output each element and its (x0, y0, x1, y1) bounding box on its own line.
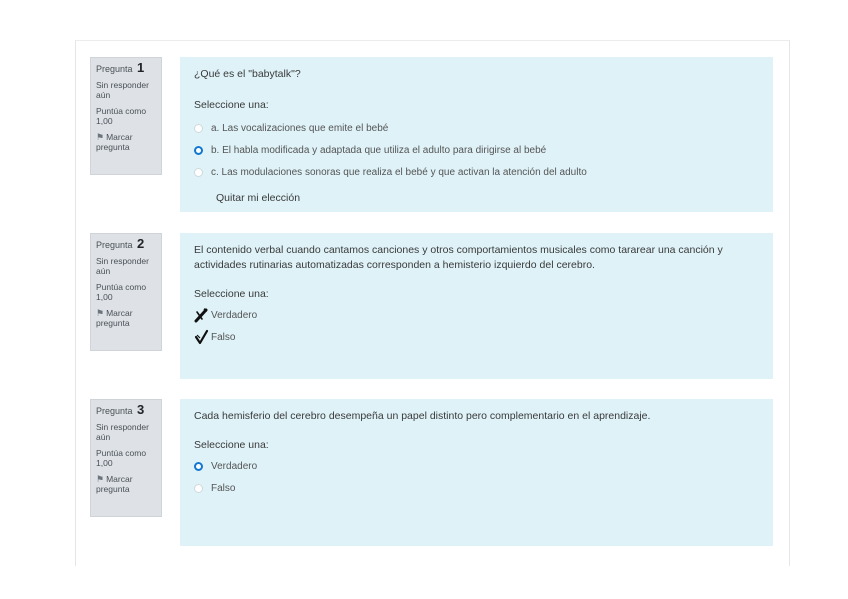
question-content-1 (180, 57, 773, 212)
pen-cross-icon (194, 307, 209, 323)
answer-option-a[interactable]: a. Las vocalizaciones que emite el bebé (194, 117, 759, 139)
question-grade: Puntúa como 1,00 (96, 448, 147, 468)
flag-question-link[interactable]: ⚑ Marcar pregunta (96, 308, 133, 328)
answer-prompt: Seleccione una: (194, 439, 269, 451)
answer-option-false[interactable]: Falso (194, 326, 759, 348)
flag-question-link[interactable]: ⚑ Marcar pregunta (96, 474, 133, 494)
question-text: El contenido verbal cuando cantamos canciones y otros comportamientos musicales como tararear una canción y actividades rutinarias automatizadas corresponden a hemisterio izquierdo del cerebro. (194, 244, 723, 271)
question-content-3 (180, 399, 773, 546)
answer-options (194, 304, 759, 348)
question-grade: Puntúa como 1,00 (96, 106, 147, 126)
radio-button-selected[interactable] (194, 462, 203, 471)
answer-option-true[interactable]: Verdadero (194, 304, 759, 326)
question-info-3 (90, 399, 162, 517)
answer-option-false[interactable]: Falso (194, 477, 759, 499)
answer-prompt: Seleccione una: (194, 288, 269, 300)
question-state: Sin responder aún (96, 256, 149, 276)
answer-options (194, 117, 759, 183)
answer-prompt: Seleccione una: (194, 99, 269, 111)
flag-icon: ⚑ (96, 132, 105, 142)
question-text: Cada hemisferio del cerebro desempeña un papel distinto pero complementario en el aprendizaje. (194, 410, 651, 422)
radio-button[interactable] (194, 124, 203, 133)
flag-icon: ⚑ (96, 474, 105, 484)
question-number: Pregunta 1 (96, 60, 145, 75)
radio-button[interactable] (194, 484, 203, 493)
question-info-1 (90, 57, 162, 175)
answer-option-c[interactable]: c. Las modulaciones sonoras que realiza el bebé y que activan la atención del adulto (194, 161, 759, 183)
question-number: Pregunta 2 (96, 236, 145, 251)
flag-icon: ⚑ (96, 308, 105, 318)
question-state: Sin responder aún (96, 80, 149, 100)
question-content-2 (180, 233, 773, 379)
flag-question-link[interactable]: ⚑ Marcar pregunta (96, 132, 133, 152)
clear-choice-link[interactable]: Quitar mi elección (216, 192, 301, 204)
question-grade: Puntúa como 1,00 (96, 282, 147, 302)
check-icon (194, 329, 209, 345)
answer-options (194, 455, 759, 499)
answer-option-true[interactable]: Verdadero (194, 455, 759, 477)
question-text: ¿Qué es el "babytalk"? (194, 68, 301, 80)
question-state: Sin responder aún (96, 422, 149, 442)
answer-option-b[interactable]: b. El habla modificada y adaptada que utiliza el adulto para dirigirse al bebé (194, 139, 759, 161)
question-number: Pregunta 3 (96, 402, 145, 417)
question-info-2 (90, 233, 162, 351)
radio-button[interactable] (194, 168, 203, 177)
radio-button-selected[interactable] (194, 146, 203, 155)
